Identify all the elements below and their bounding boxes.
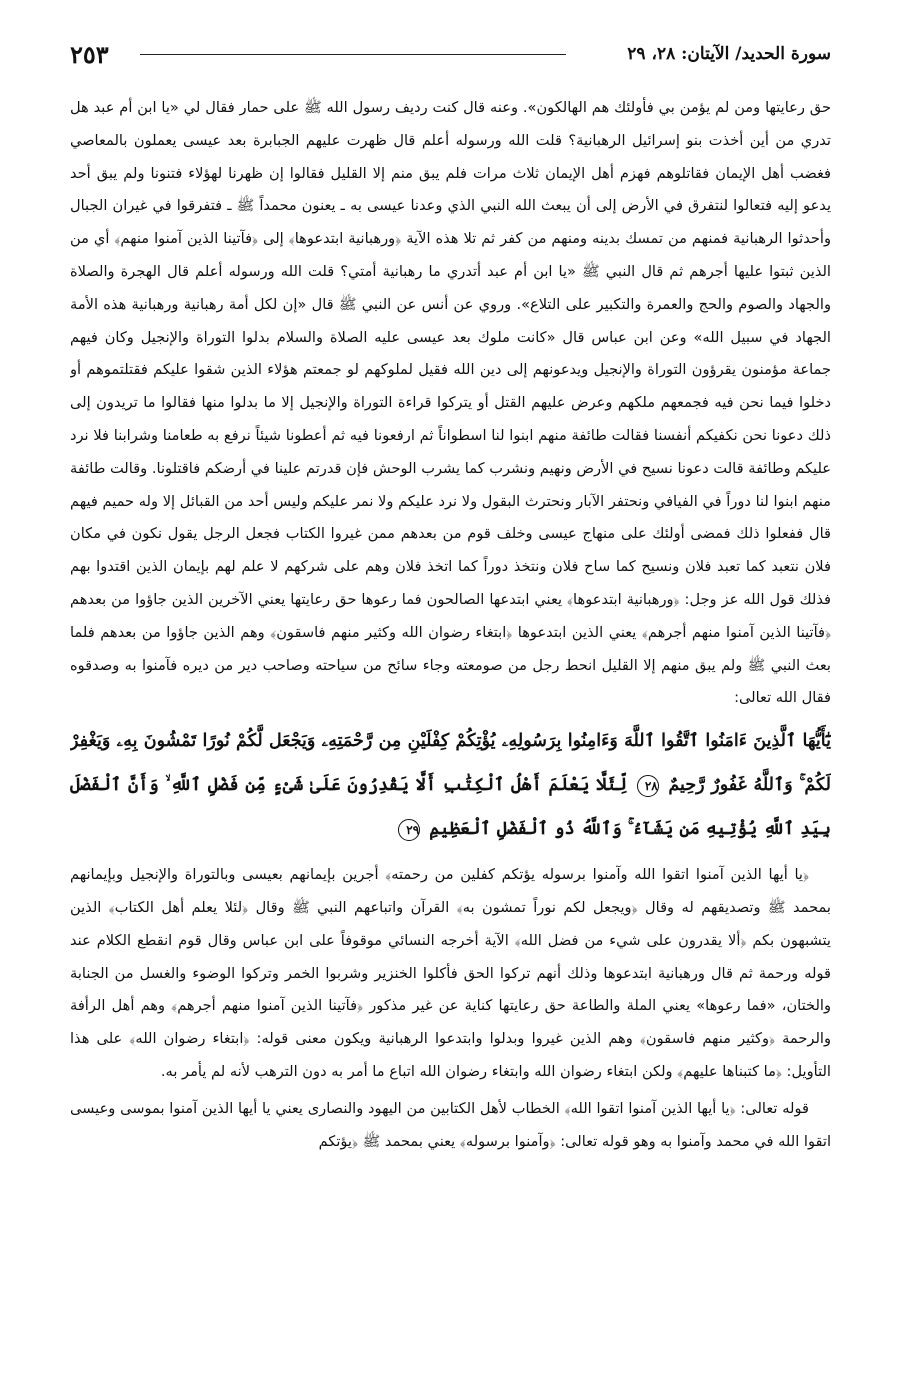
quran-verses-block — [70, 719, 831, 851]
page-number: ٢٥٣ — [70, 40, 109, 69]
quran-verse-28: يَٰٓأَيُّهَا ٱلَّذِينَ ءَامَنُوا ٱتَّقُوا ٱللَّهَ وَءَامِنُوا بِرَسُولِهِۦ يُؤْتِكُمْ كِفْلَيْنِ مِن رَّحْمَتِهِۦ وَيَجْعَل لَّكُمْ نُورًا تَمْشُونَ بِهِۦ وَيَغْفِرْ لَكُمْ ۚ وَٱللَّهُ غَفُورٌ رَّحِيمٌ — [70, 731, 831, 796]
page-header — [70, 36, 831, 72]
page-body — [70, 92, 831, 1318]
surah-title: سورة الحديد/ الآيتان: ٢٨، ٢٩ — [627, 44, 831, 64]
ayah-number-29: ٢٩ — [398, 819, 420, 841]
ayah-number-28: ٢٨ — [637, 775, 659, 797]
commentary-paragraph-2: ﴿يا أيها الذين آمنوا اتقوا الله وآمنوا برسوله يؤتكم كفلين من رحمته﴾ أجرين بإيمانهم بعيسى وبالتوراة والإنجيل وبإيمانهم بمحمد ﷺ وتصديقهم له وقال ﴿ويجعل لكم نوراً تمشون به﴾ القرآن واتباعهم النبي ﷺ وقال ﴿لئلا يعلم أهل الكتاب﴾ الذين يتشبهون بكم ﴿ألا يقدرون على شيء من فضل الله﴾ الآية أخرجه النسائي موقوفاً على ابن عباس وقال قوم انقطع الكلام عند قوله ورحمة ثم قال ورهبانية ابتدعوها وذلك أنهم تركوا الحق فأكلوا الخنزير وشربوا الخمر وتركوا الوضوء والغسل من الجنابة والختان، «فما رعوها» يعني الملة والطاعة حق رعايتها كناية عن غير مذكور ﴿فآتينا الذين آمنوا منهم أجرهم﴾ وهم أهل الرأفة والرحمة ﴿وكثير منهم فاسقون﴾ وهم الذين غيروا وبدلوا وابتدعوا الرهبانية ويكون معنى قوله: ﴿ابتغاء رضوان الله﴾ على هذا التأويل: ﴿ما كتبناها عليهم﴾ ولكن ابتغاء رضوان الله وابتغاء رضوان الله اتباع ما أمر به دون الترهب لأنه لم يأمر به. — [70, 866, 831, 1080]
header-rule — [140, 54, 566, 55]
commentary-paragraph-3: قوله تعالى: ﴿يا أيها الذين آمنوا اتقوا الله﴾ الخطاب لأهل الكتابين من اليهود والنصارى يعني يا أيها الذين آمنوا بموسى وعيسى اتقوا الله في محمد وآمنوا به وهو قوله تعالى: ﴿وآمنوا برسوله﴾ يعني بمحمد ﷺ ﴿يؤتكم — [70, 1099, 831, 1150]
commentary-paragraph-1: حق رعايتها ومن لم يؤمن بي فأولئك هم الهالكون». وعنه قال كنت رديف رسول الله ﷺ على حمار فقال لي «يا ابن أم عبد هل تدري من أين أخذت بنو إسرائيل الرهبانية؟ قلت الله ورسوله أعلم قال ظهرت عليهم الجبابرة بعد عيسى يعملون بالمعاصي فغضب أهل الإيمان فقاتلوهم فهزم أهل الإيمان ثلاث مرات فلم يبق منم إلا القليل فقالوا إن ظهرنا لهؤلاء فتنونا ولم يبق أحد يدعو إليه فتعالوا لنتفرق في الأرض إلى أن يبعث الله النبي الذي وعدنا عيسى به ـ يعنون محمداً ﷺ ـ فتفرقوا في غيران الجبال وأحدثوا الرهبانية فمنهم من تمسك بدينه ومنهم من كفر ثم تلا هذه الآية ﴿ورهبانية ابتدعوها﴾ إلى ﴿فآتينا الذين آمنوا منهم﴾ أي من الذين ثبتوا عليها أجرهم ثم قال النبي ﷺ «يا ابن أم عبد أتدري ما رهبانية أمتي؟ قلت الله ورسوله أعلم قال الهجرة والصلاة والجهاد والصوم والحج والعمرة والتكبير على التلاع». وروي عن أنس عن النبي ﷺ قال «إن لكل أمة رهبانية ورهبانية هذه الأمة الجهاد في سبيل الله» وعن ابن عباس قال «كانت ملوك بعد عيسى عليه الصلاة والسلام بدلوا التوراة والإنجيل وكان فيهم جماعة مؤمنون يقرؤون التوراة والإنجيل ويدعونهم إلى دين الله فقيل لملوكهم لو جمعتم هؤلاء الذين شقوا عليكم فقتلتموهم أو دخلوا فيما نحن فيه فجمعهم ملكهم وعرض عليهم القتل أو يتركوا قراءة التوراة والإنجيل إلا ما بدلوا منها فقالوا ما تريدون إلى ذلك دعونا نحن نكفيكم أنفسنا فقالت طائفة منهم ابنوا لنا اسطواناً ثم ارفعونا فيه ثم أعطونا شيئاً نرفع به طعامنا وشرابنا فلا نرد عليكم وطائفة قالت دعونا نسيح في الأرض ونهيم ونشرب كما يشرب الوحش فإن قدرتم علينا في أرضكم فاقتلونا. وقالت طائفة منهم ابنوا لنا دوراً في الفيافي ونحتفر الآبار ونحترث البقول ولا نرد عليكم ولا نمر عليكم وليس أحد من القبائل إلا وله حميم فيهم قال ففعلوا ذلك فمضى أولئك على منهاج عيسى وخلف قوم من بعدهم ممن غيروا الكتاب فجعل الرجل يقول نكون في مكان فلان نتعبد كما تعبد فلان ونسيح كما ساح فلان ونتخذ دوراً كما اتخذ فلان وهم على شركهم لا علم لهم بإيمان الذين اقتدوا بهم فذلك قول الله عز وجل: ﴿ورهبانية ابتدعوها﴾ يعني ابتدعها الصالحون فما رعوها حق رعايتها يعني الآخرين الذين جاؤوا من بعدهم ﴿فآتينا الذين آمنوا منهم أجرهم﴾ يعني الذين ابتدعوها ﴿ابتغاء رضوان الله وكثير منهم فاسقون﴾ وهم الذين جاؤوا من بعدهم فلما بعث النبي ﷺ ولم يبق منهم إلا القليل انحط رجل من صومعته وجاء سائح من سياحته وصاحب دير من ديره فآمنوا به وصدقوه فقال الله تعالى: — [70, 99, 831, 707]
quran-verse-29: لِّئَلَّا يَعْلَمَ أَهْلُ ٱلْكِتَٰبِ أَلَّا يَقْدِرُونَ عَلَىٰ شَىْءٍ مِّن فَضْلِ ٱللَّهِ ۙ وَأَنَّ ٱلْفَضْلَ بِيَدِ ٱللَّهِ يُؤْتِيهِ مَن يَشَآءُ ۚ وَٱللَّهُ ذُو ٱلْفَضْلِ ٱلْعَظِيمِ — [70, 775, 831, 840]
